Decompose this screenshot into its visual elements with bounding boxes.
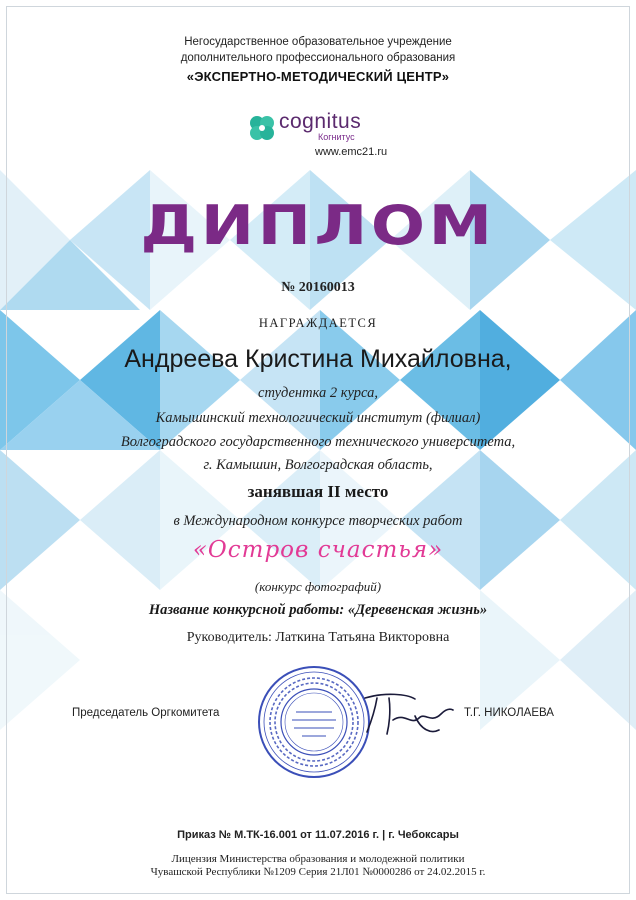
handwritten-signature bbox=[355, 690, 455, 738]
logo-name: cognitus bbox=[279, 110, 362, 133]
organization-line-2: дополнительного профессионального образования bbox=[180, 52, 456, 64]
diploma-number: № 20160013 bbox=[281, 280, 355, 295]
chair-label: Председатель Оргкомитета bbox=[72, 707, 220, 719]
logo-subtitle: Когнитус bbox=[318, 132, 355, 142]
website-link[interactable]: www.emc21.ru bbox=[315, 146, 388, 158]
recipient-line: Камышинский технологический институт (филиал) bbox=[155, 410, 481, 426]
contest-intro: в Международном конкурсе творческих работ bbox=[173, 513, 463, 529]
work-title: Название конкурсной работы: «Деревенская жизнь» bbox=[148, 602, 488, 618]
contest-type: (конкурс фотографий) bbox=[254, 579, 382, 594]
recipient-name: Андреева Кристина Михайловна, bbox=[124, 345, 512, 373]
awarded-label: НАГРАЖДАЕТСЯ bbox=[258, 316, 378, 330]
license-line-2: Чувашской Республики №1209 Серия 21Л01 №0000286 от 24.02.2015 г. bbox=[150, 866, 486, 878]
organization-name: «ЭКСПЕРТНО-МЕТОДИЧЕСКИЙ ЦЕНТР» bbox=[186, 69, 450, 84]
recipient-line: Волгоградского государственного технического университета, bbox=[120, 434, 516, 450]
recipient-line: студентка 2 курса, bbox=[258, 385, 378, 401]
place-award: занявшая II место bbox=[247, 482, 389, 501]
contest-name: «Остров счастья» bbox=[192, 537, 444, 563]
order-info: Приказ № М.ТК-16.001 от 11.07.2016 г. | г. Чебоксары bbox=[177, 829, 459, 841]
clover-logo-icon bbox=[247, 113, 277, 143]
diploma-title: ДИПЛОМ bbox=[140, 194, 496, 257]
cognitus-logo bbox=[247, 110, 397, 145]
license-line-1: Лицензия Министерства образования и молодежной политики bbox=[171, 853, 465, 865]
chair-name: Т.Г. НИКОЛАЕВА bbox=[464, 707, 554, 719]
organization-line-1: Негосударственное образовательное учреждение bbox=[184, 36, 452, 48]
supervisor: Руководитель: Латкина Татьяна Викторовна bbox=[186, 630, 450, 645]
recipient-line: г. Камышин, Волгоградская область, bbox=[203, 457, 433, 473]
